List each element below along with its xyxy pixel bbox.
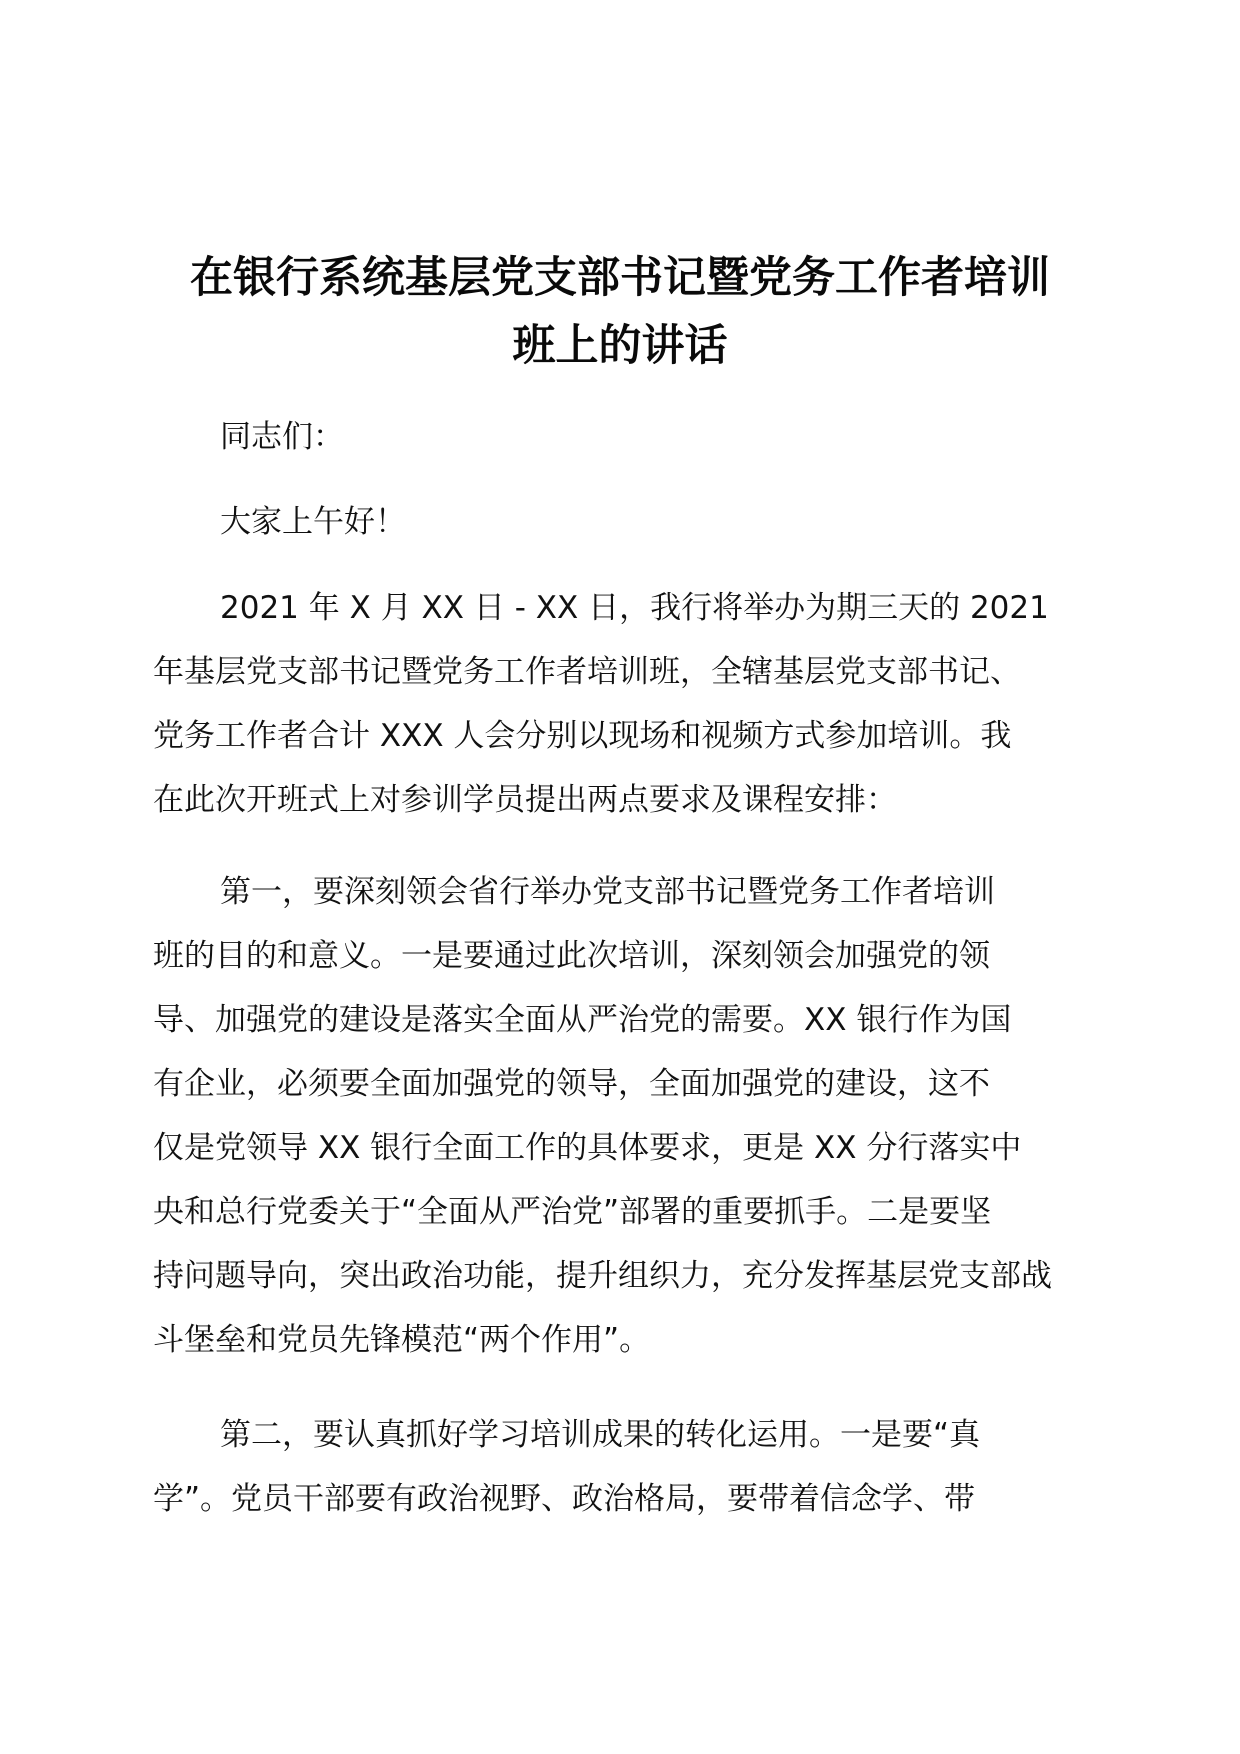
- paragraph-line: 第二，要认真抓好学习培训成果的转化运用。一是要“真: [220, 1417, 981, 1453]
- paragraph-line: 班的目的和意义。一是要通过此次培训，深刻领会加强党的领: [153, 938, 990, 974]
- paragraph-line: 斗堡垒和党员先锋模范“两个作用”。: [153, 1322, 651, 1358]
- paragraph-line: 有企业，必须要全面加强党的领导，全面加强党的建设，这不: [153, 1066, 990, 1102]
- paragraph-line: 党务工作者合计 XXX 人会分别以现场和视频方式参加培训。我: [153, 718, 1012, 754]
- title-line-2: 班上的讲话: [512, 321, 728, 371]
- title-line-1: 在银行系统基层党支部书记暨党务工作者培训: [190, 253, 1050, 303]
- paragraph-2: [153, 860, 1087, 1372]
- paragraph-line: 2021 年 X 月 XX 日 - XX 日，我行将举办为期三天的 2021: [220, 590, 1049, 626]
- paragraph-line: 仅是党领导 XX 银行全面工作的具体要求，更是 XX 分行落实中: [153, 1130, 1022, 1166]
- paragraph-line: 持问题导向，突出政治功能，提升组织力，充分发挥基层党支部战: [153, 1258, 1052, 1294]
- paragraph-3: [153, 1403, 1087, 1531]
- paragraph-line: 学”。党员干部要有政治视野、政治格局，要带着信念学、带: [153, 1481, 976, 1517]
- paragraph-line: 第一，要深刻领会省行举办党支部书记暨党务工作者培训: [220, 874, 995, 910]
- paragraph-line: 央和总行党委关于“全面从严治党”部署的重要抓手。二是要坚: [153, 1194, 992, 1230]
- greeting: 大家上午好！: [220, 504, 406, 540]
- paragraph-line: 导、加强党的建设是落实全面从严治党的需要。XX 银行作为国: [153, 1002, 1012, 1038]
- paragraph-line: 在此次开班式上对参训学员提出两点要求及课程安排：: [153, 782, 897, 818]
- salutation: 同志们：: [220, 419, 344, 455]
- document-title: [150, 244, 1090, 380]
- paragraph-line: 年基层党支部书记暨党务工作者培训班，全辖基层党支部书记、: [153, 654, 1021, 690]
- paragraph-1: [153, 576, 1087, 832]
